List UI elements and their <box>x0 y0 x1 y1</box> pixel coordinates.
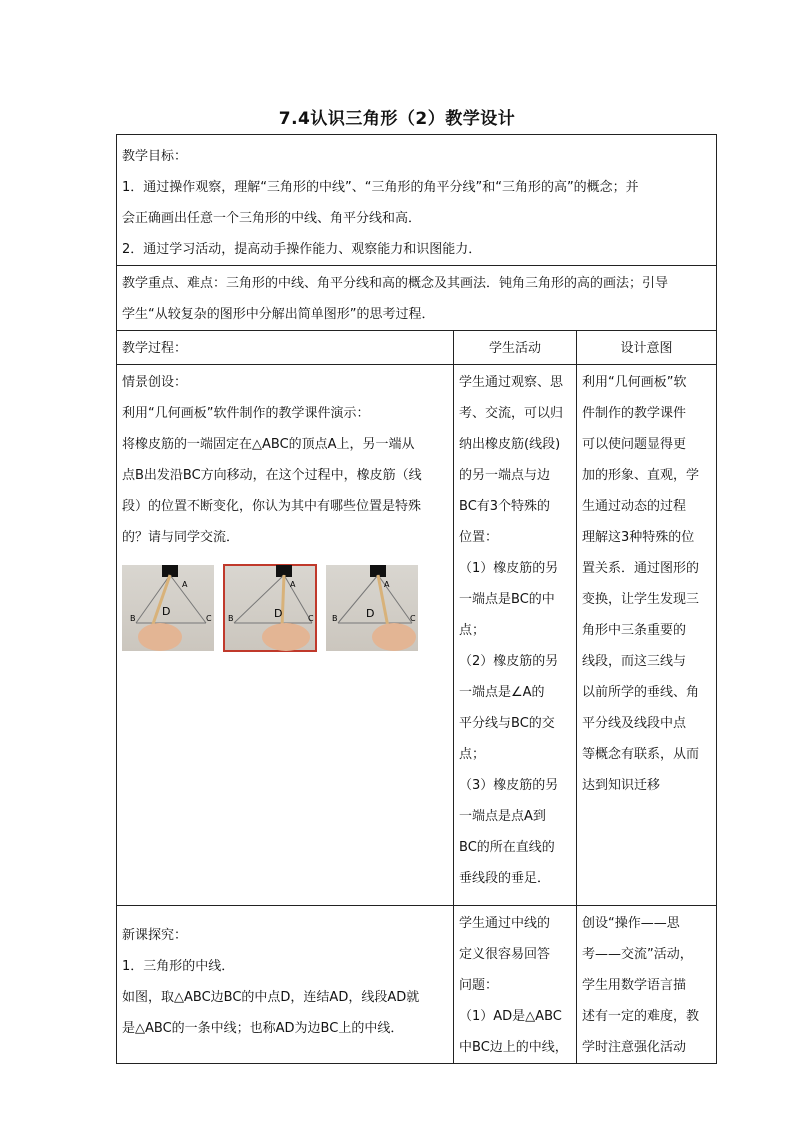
student-activity-line: BC有3个特殊的 <box>459 499 551 514</box>
student-activity-line: 平分线与BC的交 <box>459 716 555 731</box>
svg-text:C: C <box>410 614 416 623</box>
student-activity-line: 一端点是BC的中 <box>459 592 555 607</box>
rubber-band-photo-1 <box>122 565 214 651</box>
svg-text:B: B <box>332 614 338 623</box>
new-lesson-row <box>117 906 717 1064</box>
design-intent-line: 考——交流”活动， <box>582 947 693 962</box>
student-activity-line: 一端点是∠A的 <box>459 685 545 700</box>
student-activity-line: BC的所在直线的 <box>459 840 555 855</box>
document-title: 7.4认识三角形（2）教学设计 <box>278 109 516 129</box>
key-points-line-1: 教学重点、难点：三角形的中线、角平分线和高的概念及其画法．钝角三角形的高的画法；引导 <box>122 276 669 291</box>
scene-line: 情景创设： <box>122 375 188 390</box>
svg-text:C: C <box>308 614 314 623</box>
student-activity-1-cell <box>454 365 577 906</box>
new-lesson-cell <box>117 906 454 1064</box>
scene-line: 的？请与同学交流． <box>122 530 240 545</box>
student-activity-line: 学生通过中线的 <box>459 916 551 931</box>
student-activity-line: 一端点是点A到 <box>459 809 546 824</box>
design-intent-line: 利用“几何画板”软 <box>582 375 687 390</box>
student-activity-line: 定义很容易回答 <box>459 947 551 962</box>
design-intent-line: 理解这3种特殊的位 <box>582 530 695 545</box>
design-intent-line: 平分线及线段中点 <box>582 716 687 731</box>
design-intent-line: 置关系．通过图形的 <box>582 561 700 576</box>
photo-strip <box>122 565 448 651</box>
student-activity-line: （1）橡皮筋的另 <box>459 561 559 576</box>
scene-line: 点B出发沿BC方向移动，在这个过程中，橡皮筋（线 <box>122 468 422 483</box>
scene-row <box>117 365 717 906</box>
rubber-band-photo-2 <box>224 565 316 651</box>
new-lesson-line: 如图，取△ABC边BC的中点D，连结AD，线段AD就 <box>122 990 420 1005</box>
student-activity-line: （1）AD是△ABC <box>459 1009 562 1024</box>
svg-text:D: D <box>162 605 171 618</box>
objectives-row <box>117 135 717 266</box>
objectives-cell <box>117 135 717 266</box>
student-activity-line: 问题： <box>459 978 499 993</box>
design-intent-line: 学时注意强化活动 <box>582 1040 687 1055</box>
student-activity-line: 学生通过观察、思 <box>459 375 564 390</box>
student-activity-2-cell <box>454 906 577 1064</box>
student-activity-line: 点； <box>459 747 486 762</box>
student-activity-line: （3）橡皮筋的另 <box>459 778 559 793</box>
svg-text:D: D <box>274 607 283 620</box>
scene-line: 利用“几何画板”软件制作的教学课件演示： <box>122 406 370 421</box>
svg-text:C: C <box>206 614 212 623</box>
svg-text:A: A <box>290 580 296 589</box>
new-lesson-line: 是△ABC的一条中线；也称AD为边BC上的中线． <box>122 1021 404 1036</box>
key-points-cell <box>117 266 717 331</box>
design-intent-line: 创设“操作——思 <box>582 916 680 931</box>
student-activity-line: 考、交流，可以归 <box>459 406 564 421</box>
design-intent-line: 加的形象、直观，学 <box>582 468 700 483</box>
design-intent-2-cell <box>577 906 717 1064</box>
student-activity-line: 点； <box>459 623 486 638</box>
student-activity-line: 中BC边上的中线， <box>459 1040 568 1055</box>
objective-2: 2．通过学习活动，提高动手操作能力、观察能力和识图能力． <box>122 242 482 257</box>
student-activity-line: 的另一端点与边 <box>459 468 551 483</box>
process-header: 教学过程： <box>117 331 454 365</box>
objective-1-line-2: 会正确画出任意一个三角形的中线、角平分线和高． <box>122 211 422 226</box>
scene-cell <box>117 365 454 906</box>
student-activity-line: （2）橡皮筋的另 <box>459 654 559 669</box>
student-activity-header: 学生活动 <box>454 331 577 365</box>
design-intent-line: 达到知识迁移 <box>582 778 661 793</box>
design-intent-line: 件制作的教学课件 <box>582 406 687 421</box>
header-row <box>117 331 717 365</box>
svg-text:B: B <box>130 614 136 623</box>
design-intent-header: 设计意图 <box>577 331 717 365</box>
design-intent-line: 等概念有联系，从而 <box>582 747 700 762</box>
design-intent-line: 可以使问题显得更 <box>582 437 687 452</box>
design-intent-line: 生通过动态的过程 <box>582 499 687 514</box>
objective-1-line-1: 1．通过操作观察，理解“三角形的中线”、“三角形的角平分线”和“三角形的高”的概念；并 <box>122 180 639 195</box>
new-lesson-line: 1．三角形的中线． <box>122 959 235 974</box>
svg-text:D: D <box>366 607 375 620</box>
key-points-line-2: 学生“从较复杂的图形中分解出简单图形”的思考过程． <box>122 307 435 322</box>
svg-text:A: A <box>384 580 390 589</box>
student-activity-line: 位置： <box>459 530 499 545</box>
design-intent-line: 以前所学的垂线、角 <box>582 685 700 700</box>
new-lesson-line: 新课探究： <box>122 928 188 943</box>
design-intent-line: 线段，而这三线与 <box>582 654 687 669</box>
student-activity-line: 垂线段的垂足． <box>459 871 551 886</box>
design-intent-line: 学生用数学语言描 <box>582 978 687 993</box>
scene-line: 将橡皮筋的一端固定在△ABC的顶点A上，另一端从 <box>122 437 415 452</box>
objectives-heading: 教学目标： <box>122 149 188 164</box>
design-intent-line: 述有一定的难度，教 <box>582 1009 700 1024</box>
svg-text:A: A <box>182 580 188 589</box>
design-intent-line: 变换，让学生发现三 <box>582 592 700 607</box>
svg-text:B: B <box>228 614 234 623</box>
lesson-plan-table <box>116 134 717 1064</box>
design-intent-line: 角形中三条重要的 <box>582 623 687 638</box>
key-points-row <box>117 266 717 331</box>
scene-line: 段）的位置不断变化，你认为其中有哪些位置是特殊 <box>122 499 422 514</box>
design-intent-1-cell <box>577 365 717 906</box>
rubber-band-photo-3 <box>326 565 418 651</box>
student-activity-line: 纳出橡皮筋(线段) <box>459 437 561 452</box>
